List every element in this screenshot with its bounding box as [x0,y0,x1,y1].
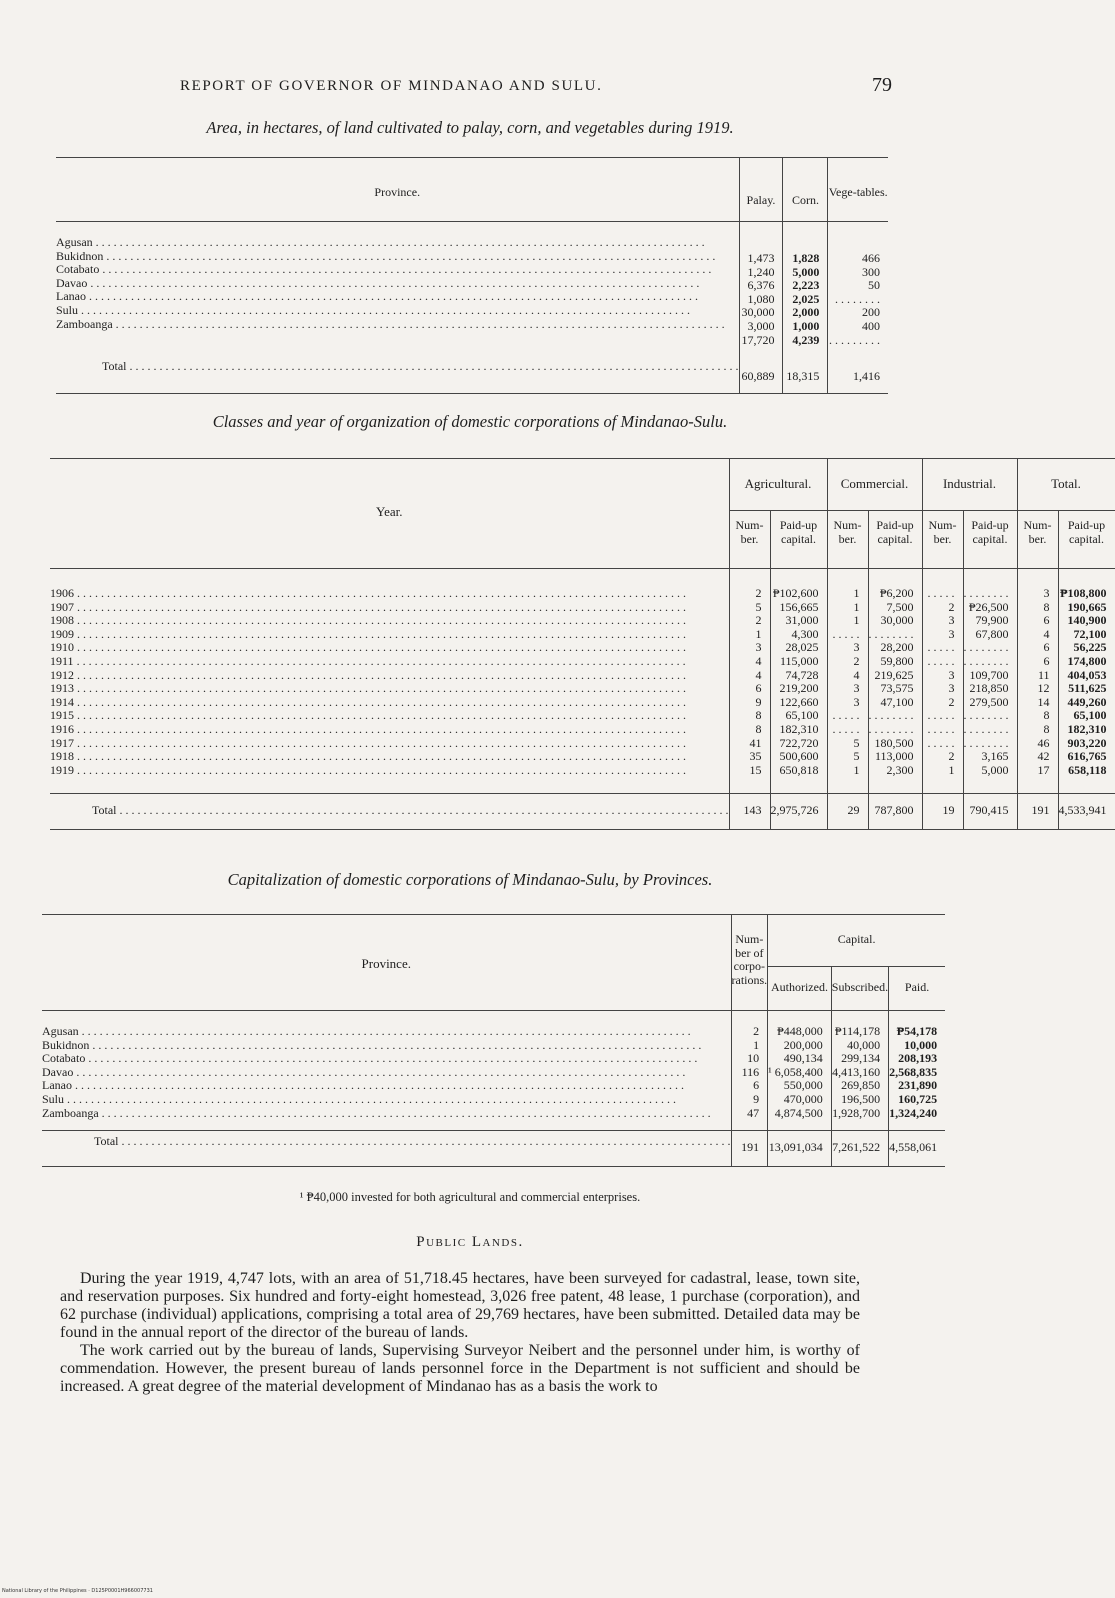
cell: 218,850 [963,682,1017,696]
cell: 2,000 [792,305,820,320]
list-item: Zamboanga . . . [56,318,739,332]
sub-capital: Paid-up capital. [868,511,922,569]
cell: 470,000 [768,1093,832,1107]
cell: ¹ 6,058,400 [768,1066,832,1080]
cell: 17,720 [741,332,775,347]
year-cell: 1912 . . . [50,669,729,683]
cell: 300 [862,264,880,279]
table1-cultivated-area [56,157,888,394]
table-row [42,1011,945,1039]
cell: 3 [922,669,963,683]
cell: 616,765 [1058,750,1115,764]
year-cell: 1918 . . . [50,750,729,764]
cell: 2 [922,601,963,615]
corn-values [783,222,828,358]
cell: 196,500 [831,1093,888,1107]
cell: 6,376 [747,278,775,293]
table1-caption: Area, in hectares, of land cultivated to palay, corn, and vegetables during 1919. [206,118,734,137]
table-row [50,709,1115,723]
cell: 3 [729,641,770,655]
total-ind-capital: 790,415 [963,794,1017,830]
cell: 299,134 [831,1052,888,1066]
cell: 3,000 [747,318,775,333]
cell: 190,665 [1058,601,1115,615]
cell: 59,800 [868,655,922,669]
cell: 109,700 [963,669,1017,683]
cell: 1,828 [792,251,820,265]
table-row [50,614,1115,628]
cell: 4 [827,669,868,683]
paragraph: The work carried out by the bureau of lands, Supervising Surveyor Neibert and the personnel under him, is worthy of commendation. However, the present bureau of lands personnel force in the Department is not sufficient and should be increased. A great degree of the material development of Mindanao has as a basis the work to [60,1342,860,1395]
cell: 31,000 [770,614,827,628]
col-province: Province. [374,185,421,199]
total-ind-number: 19 [922,794,963,830]
running-header [50,74,890,104]
total-label: Total . . . [56,358,739,394]
table3-capitalization-by-province [42,914,945,1167]
col-year: Year. [50,459,729,569]
cell: 14 [1017,696,1058,710]
table2-corporations-by-year [50,458,1115,830]
cell: . . . . . . . . [963,723,1017,737]
total-subscribed: 7,261,522 [831,1131,888,1167]
cell: 8 [1017,723,1058,737]
table-row [42,1039,945,1053]
sub-capital: Paid-up capital. [1058,511,1115,569]
cell: 3 [827,682,868,696]
sub-number: Num-ber. [827,511,868,569]
cell: 1 [729,628,770,642]
cell: 182,310 [1058,723,1115,737]
cell: . . . . . [922,709,963,723]
cell: 67,800 [963,628,1017,642]
cell: 3 [922,628,963,642]
total-comm-capital: 787,800 [868,794,922,830]
cell: 65,100 [1058,709,1115,723]
col-corn: Corn. [783,158,828,222]
cell: 72,100 [1058,628,1115,642]
cell: 28,200 [868,641,922,655]
cell: 4,413,160 [831,1066,888,1080]
cell: 208,193 [889,1052,946,1066]
table-row [50,669,1115,683]
table-row [50,750,1115,764]
province-cell: Bukidnon . . . [42,1039,731,1053]
sub-number: Num-ber. [729,511,770,569]
year-cell: 1917 . . . [50,737,729,751]
table-row [50,601,1115,615]
total-agri-number: 143 [729,794,770,830]
cell: ₱108,800 [1058,569,1115,601]
cell: 8 [1017,601,1058,615]
cell: 116 [731,1066,768,1080]
cell: 1,473 [747,251,775,265]
body-text [60,1270,860,1396]
cell: 449,260 [1058,696,1115,710]
cell: 219,625 [868,669,922,683]
table-row [50,723,1115,737]
cell: 6 [1017,641,1058,655]
cell: 500,600 [770,750,827,764]
col-capital: Capital. [768,915,945,967]
cell: 17 [1017,764,1058,794]
cell: 73,575 [868,682,922,696]
cell: ₱114,178 [831,1011,888,1039]
cell: 11 [1017,669,1058,683]
cell: 1,240 [747,264,775,279]
cell: 6 [1017,655,1058,669]
group-agricultural: Agricultural. [729,459,827,511]
cell: ₱102,600 [770,569,827,601]
cell: 35 [729,750,770,764]
cell: 6 [1017,614,1058,628]
total-palay: 60,889 [739,358,783,394]
cell: ₱6,200 [868,569,922,601]
cell: . . . . . [922,641,963,655]
cell: 4 [729,655,770,669]
cell: 2 [729,569,770,601]
cell: 722,720 [770,737,827,751]
list-item: Lanao . . . [56,290,739,304]
page-number: 79 [872,74,892,96]
cell: 2 [729,614,770,628]
cell: . . . . . . . . [963,655,1017,669]
cell: 180,500 [868,737,922,751]
cell: 2 [827,655,868,669]
cell: 550,000 [768,1079,832,1093]
cell: 7,500 [868,601,922,615]
group-commercial: Commercial. [827,459,922,511]
cell: ₱26,500 [963,601,1017,615]
col-number-of-corporations: Num-ber of corpo-rations. [731,915,768,1011]
table-row [42,1131,945,1167]
cell: . . . . . . . . [868,709,922,723]
paragraph: During the year 1919, 4,747 lots, with an area of 51,718.45 hectares, have been surveyed for cadastral, lease, town site, and reservation purposes. Six hundred and forty-eight homestead, 3,026 free patent, 48 lease, 1 purchase (corporation), and 62 purchase (individual) applications, comprising a total area of 29,769 hectares, have been submitted. Detailed data may be found in the annual report of the director of the bureau of lands. [60,1270,860,1341]
cell: . . . . . [922,655,963,669]
table-row [50,794,1115,830]
total-corporations: 191 [731,1131,768,1167]
cell: 41 [729,737,770,751]
cell: 46 [1017,737,1058,751]
cell: 231,890 [889,1079,946,1093]
province-list [56,222,739,358]
cell: 42 [1017,750,1058,764]
cell: . . . . . . . . [868,723,922,737]
total-number: 191 [1017,794,1058,830]
total-comm-number: 29 [827,794,868,830]
total-capital: 4,533,941 [1058,794,1115,830]
year-cell: 1913 . . . [50,682,729,696]
province-cell: Agusan . . . [42,1011,731,1039]
cell: 2 [922,750,963,764]
table-row [50,628,1115,642]
province-cell: Davao . . . [42,1066,731,1080]
cell: . . . . . [827,723,868,737]
cell: 10 [731,1052,768,1066]
cell: 4,300 [770,628,827,642]
table3-caption: Capitalization of domestic corporations of Mindanao-Sulu, by Provinces. [227,870,713,889]
cell: 1 [827,569,868,601]
sub-number: Num-ber. [922,511,963,569]
cell: 903,220 [1058,737,1115,751]
table-row [50,696,1115,710]
cell: 156,665 [770,601,827,615]
cell: . . . . . . . . [963,709,1017,723]
cell: 511,625 [1058,682,1115,696]
cell: 4,874,500 [768,1107,832,1131]
year-cell: 1914 . . . [50,696,729,710]
sub-authorized: Authorized. [768,967,832,1011]
cell: 30,000 [741,305,775,320]
table2-body [50,569,1115,794]
cell: 279,500 [963,696,1017,710]
cell: . . . . . [922,569,963,601]
year-cell: 1908 . . . [50,614,729,628]
table-row [50,764,1115,794]
table-row [50,737,1115,751]
cell: . . . . . [922,723,963,737]
year-cell: 1909 . . . [50,628,729,642]
cell: 79,900 [963,614,1017,628]
cell: 2 [922,696,963,710]
cell: 1 [827,601,868,615]
cell: 3,165 [963,750,1017,764]
cell: . . . . . . . . [868,628,922,642]
cell: 74,728 [770,669,827,683]
sub-capital: Paid-up capital. [963,511,1017,569]
document-page [42,0,1107,1598]
cell: 4,239 [792,332,820,347]
province-cell: Lanao . . . [42,1079,731,1093]
province-cell: Sulu . . . [42,1093,731,1107]
cell: 200 [862,305,880,320]
province-cell: Zamboanga . . . [42,1107,731,1131]
table-row [42,1052,945,1066]
total-label: Total . . . [50,794,729,830]
table-row [42,1093,945,1107]
cell: 3 [922,614,963,628]
cell: 160,725 [889,1093,946,1107]
cell: 2,025 [792,291,820,306]
table-row [50,641,1115,655]
cell: 122,660 [770,696,827,710]
cell: 1,080 [747,291,775,306]
cell: . . . . . [922,737,963,751]
province-cell: Cotabato . . . [42,1052,731,1066]
table-row [50,655,1115,669]
cell: ₱448,000 [768,1011,832,1039]
year-cell: 1907 . . . [50,601,729,615]
total-authorized: 13,091,034 [768,1131,832,1167]
group-total: Total. [1017,459,1115,511]
vegetable-values [828,222,888,358]
table2-caption: Classes and year of organization of domestic corporations of Mindanao-Sulu. [212,412,728,431]
cell: 8 [1017,709,1058,723]
cell: 47,100 [868,696,922,710]
sub-capital: Paid-up capital. [770,511,827,569]
cell: . . . . . . . . . [829,332,880,347]
cell: 2,568,835 [889,1066,946,1080]
table-row [50,569,1115,601]
cell: 3 [827,641,868,655]
cell: 2,223 [792,278,820,293]
col-palay: Palay. [739,158,783,222]
total-paid: 4,558,061 [889,1131,946,1167]
cell: 5 [729,601,770,615]
list-item: Sulu . . . [56,304,739,318]
cell: . . . . . . . . [963,641,1017,655]
table-row [42,1066,945,1080]
total-label: Total . . . [42,1131,731,1167]
cell: 1 [827,614,868,628]
report-title: REPORT OF GOVERNOR OF MINDANAO AND SULU. [180,78,603,94]
cell: 3 [922,682,963,696]
cell: 650,818 [770,764,827,794]
cell: 5,000 [792,264,820,279]
cell: 5,000 [963,764,1017,794]
cell: . . . . . [827,709,868,723]
cell: 658,118 [1058,764,1115,794]
cell: 47 [731,1107,768,1131]
cell: . . . . . . . . [963,569,1017,601]
cell: 466 [862,251,880,265]
col-vegetables-label: Vege-tables. [828,185,888,199]
list-item: Bukidnon . . . [56,250,739,264]
total-agri-capital: 2,975,726 [770,794,827,830]
cell: 2 [731,1011,768,1039]
scan-credit: National Library of the Philippines · D125P0001H966007731 [2,1588,153,1594]
cell: 113,000 [868,750,922,764]
cell: . . . . . . . . [835,291,880,306]
col-province: Province. [42,915,731,1011]
cell: 1 [827,764,868,794]
cell: 5 [827,737,868,751]
cell: 490,134 [768,1052,832,1066]
cell: 174,800 [1058,655,1115,669]
cell: 28,025 [770,641,827,655]
cell: 5 [827,750,868,764]
col-vegetables [828,158,888,222]
cell: 1,324,240 [889,1107,946,1131]
cell: 9 [729,696,770,710]
sub-paid: Paid. [889,967,946,1011]
table-row [56,358,888,394]
cell: 200,000 [768,1039,832,1053]
year-cell: 1916 . . . [50,723,729,737]
cell: 4 [729,669,770,683]
section-title: Public Lands. [416,1234,524,1250]
list-item: Cotabato . . . [56,263,739,277]
cell: 10,000 [889,1039,946,1053]
table-row [42,1079,945,1093]
cell: 9 [731,1093,768,1107]
sub-subscribed: Subscribed. [831,967,888,1011]
sub-number: Num-ber. [1017,511,1058,569]
cell: 115,000 [770,655,827,669]
total-vegetables: 1,416 [828,358,888,394]
cell: 56,225 [1058,641,1115,655]
cell: 404,053 [1058,669,1115,683]
cell: 400 [862,318,880,333]
group-industrial: Industrial. [922,459,1017,511]
cell: 6 [731,1079,768,1093]
list-item: Davao . . . [56,277,739,291]
cell: 50 [868,278,880,293]
cell: 219,200 [770,682,827,696]
cell: 182,310 [770,723,827,737]
cell: 15 [729,764,770,794]
cell: 8 [729,723,770,737]
cell: 1,928,700 [831,1107,888,1131]
cell: 12 [1017,682,1058,696]
total-corn: 18,315 [783,358,828,394]
cell: 1 [731,1039,768,1053]
cell: 2,300 [868,764,922,794]
cell: . . . . . . . . [963,737,1017,751]
cell: ₱54,178 [889,1011,946,1039]
cell: 65,100 [770,709,827,723]
table-row [42,1107,945,1131]
footnote: ¹ ₱40,000 invested for both agricultural and commercial enterprises. [299,1190,641,1204]
cell: 8 [729,709,770,723]
cell: 3 [1017,569,1058,601]
list-item: Agusan . . . [56,236,739,250]
year-cell: 1911 . . . [50,655,729,669]
cell: 140,900 [1058,614,1115,628]
table3-body [42,1011,945,1131]
cell: 4 [1017,628,1058,642]
year-cell: 1910 . . . [50,641,729,655]
cell: 1,000 [792,318,820,333]
table-row [50,682,1115,696]
cell: 3 [827,696,868,710]
cell: 6 [729,682,770,696]
year-cell: 1919 . . . [50,764,729,794]
year-cell: 1906 . . . [50,569,729,601]
cell: 40,000 [831,1039,888,1053]
cell: 30,000 [868,614,922,628]
cell: . . . . . [827,628,868,642]
palay-values [739,222,783,358]
cell: 269,850 [831,1079,888,1093]
cell: 1 [922,764,963,794]
year-cell: 1915 . . . [50,709,729,723]
